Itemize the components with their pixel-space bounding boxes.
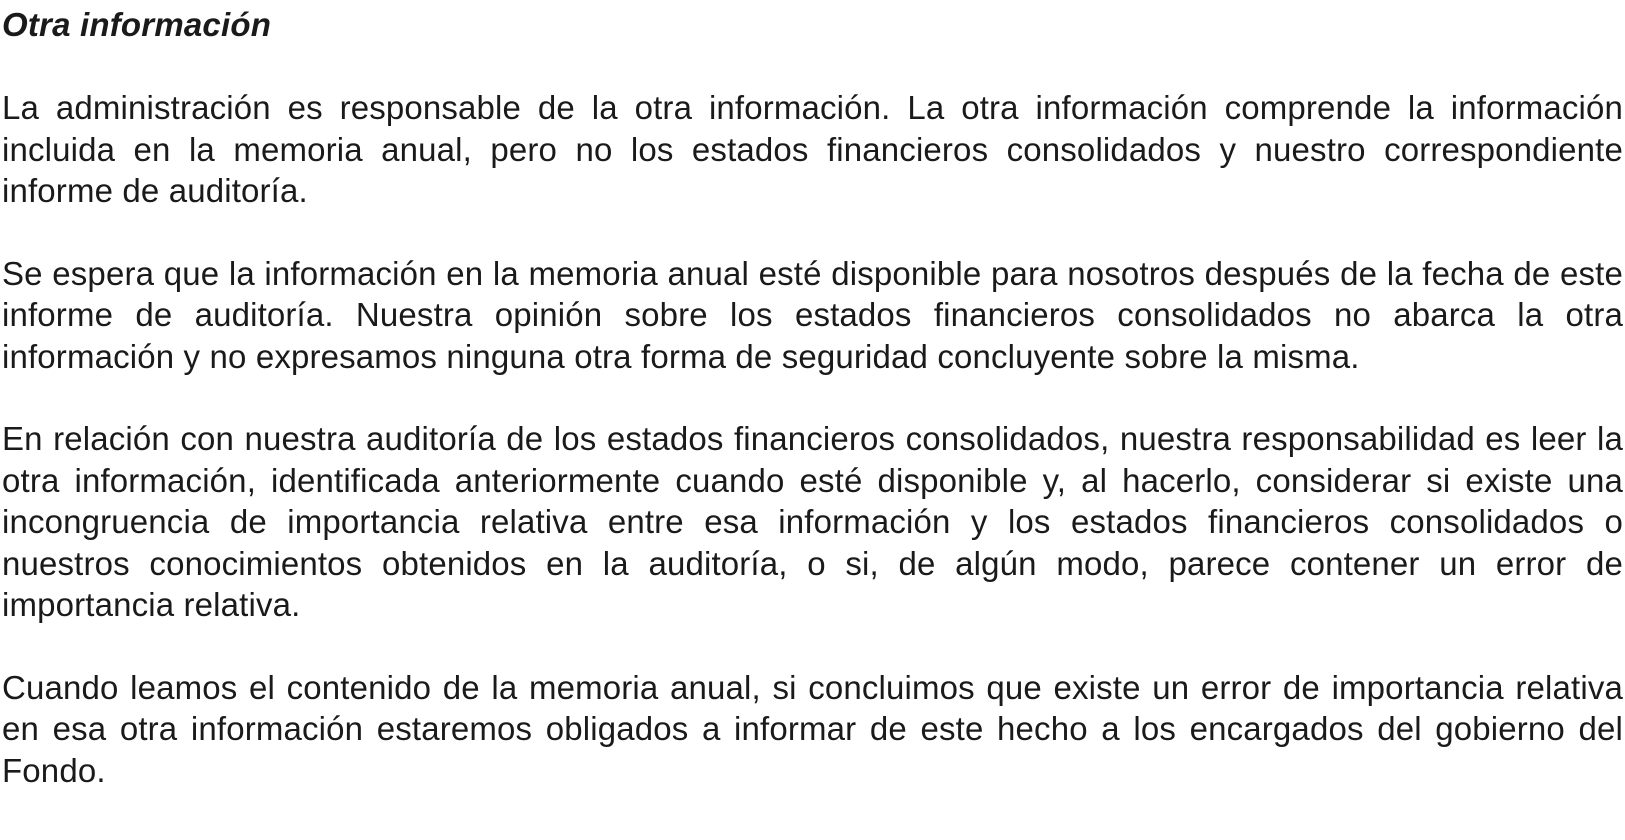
section-heading: Otra información [2,6,272,43]
paragraph-audit-review: En relación con nuestra auditoría de los estados financieros consolidados, nuestra responsabilidad es leer la otra información, identificada anteriormente cuando esté disponible y, al hacerlo, considerar si existe una incongruencia de importancia relativa entre esa información y los estados financieros consolidados o nuestros conocimientos obtenidos en la auditoría, o si, de algún modo, parece contener un error de importancia relativa. [2,420,1623,623]
paragraph-availability: Se espera que la información en la memoria anual esté disponible para nosotros después de la fecha de este informe de auditoría. Nuestra opinión sobre los estados financieros consolidados no abarca la otra información y no expresamos ninguna otra forma de seguridad concluyente sobre la misma. [2,254,1623,375]
paragraph-reporting-obligation: Cuando leamos el contenido de la memoria anual, si concluimos que existe un error de importancia relativa en esa otra información estaremos obligados a informar de este hecho a los encargados del gobierno del Fondo. [2,668,1623,789]
paragraph-responsibility: La administración es responsable de la otra información. La otra información comprende la información incluida en la memoria anual, pero no los estados financieros consolidados y nuestro correspondiente informe de auditoría. [2,89,1623,209]
